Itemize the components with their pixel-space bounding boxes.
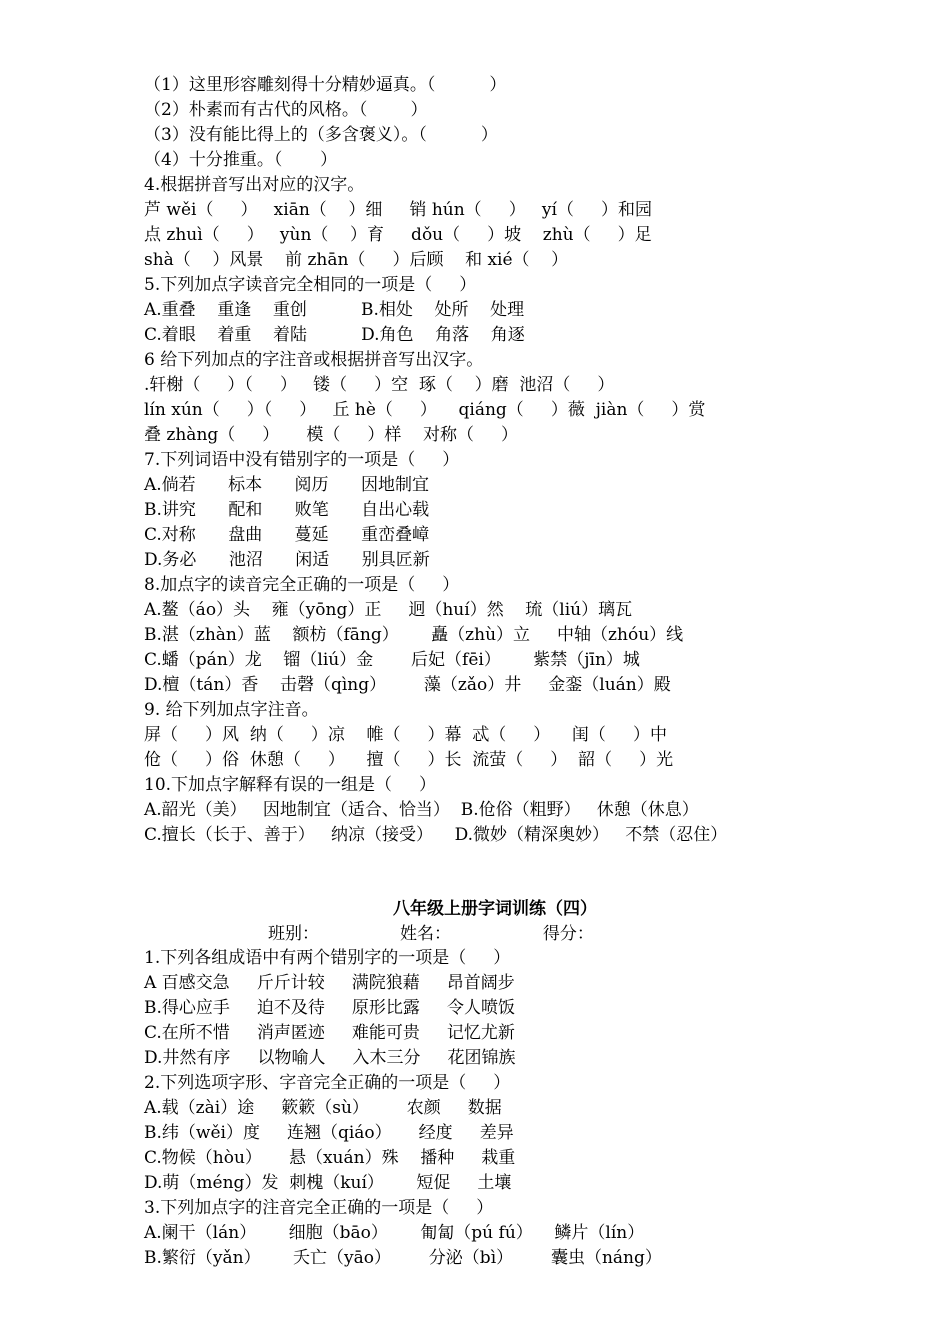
question-heading: 2.下列选项字形、字音完全正确的一项是（ ） <box>144 1073 511 1093</box>
student-info-line: 班别： 姓名： 得分： <box>268 924 594 944</box>
text-line: 叠 zhàng（ ） 模（ ）样 对称（ ） <box>144 425 518 445</box>
text-line: B.得心应手 迫不及待 原形比露 令人喷饭 <box>144 998 515 1018</box>
question-heading: 4.根据拼音写出对应的汉字。 <box>144 175 365 195</box>
text-line: D.井然有序 以物喻人 入木三分 花团锦族 <box>144 1048 516 1068</box>
question-heading: 8.加点字的读音完全正确的一项是（ ） <box>144 575 460 595</box>
question-heading: 5.下列加点字读音完全相同的一项是（ ） <box>144 275 477 295</box>
text-line: A 百感交急 斤斤计较 满院狼藉 昂首阔步 <box>144 973 515 993</box>
text-line: （2）朴素而有古代的风格。（ ） <box>144 100 428 120</box>
text-line: B.湛（zhàn）蓝 额枋（fāng） 矗（zhù）立 中轴（zhóu）线 <box>144 625 684 645</box>
text-line: C.着眼 着重 着陆 D.角色 角落 角逐 <box>144 325 525 345</box>
question-heading: 10.下加点字解释有误的一组是（ ） <box>144 775 437 795</box>
text-line: B.繁衍（yǎn） 夭亡（yāo） 分泌（bì） 囊虫（náng） <box>144 1248 662 1268</box>
text-line: C.对称 盘曲 蔓延 重峦叠嶂 <box>144 525 430 545</box>
text-line: （1）这里形容雕刻得十分精妙逼真。（ ） <box>144 75 507 95</box>
text-line: A.鳌（áo）头 雍（yōng）正 迥（huí）然 琉（liú）璃瓦 <box>144 600 633 620</box>
text-line: A.阑干（lán） 细胞（bāo） 匍匐（pú fú） 鳞片（lín） <box>144 1223 645 1243</box>
text-line: A.重叠 重逢 重创 B.相处 处所 处理 <box>144 300 525 320</box>
text-line: 点 zhuì（ ） yùn（ ）育 dǒu（ ）坡 zhù（ ）足 <box>144 225 652 245</box>
text-line: C.在所不惜 消声匿迹 难能可贵 记忆尤新 <box>144 1023 515 1043</box>
text-line: D.檀（tán）香 击磬（qìng） 藻（zǎo）井 金銮（luán）殿 <box>144 675 671 695</box>
text-line: C.擅长（长于、善于） 纳凉（接受） D.微妙（精深奥妙） 不禁（忍住） <box>144 825 728 845</box>
text-line: .轩榭（ ）（ ） 镂（ ）空 琢（ ）磨 池沼（ ） <box>144 375 615 395</box>
text-line: D.务必 池沼 闲适 别具匠新 <box>144 550 430 570</box>
question-heading: 3.下列加点字的注音完全正确的一项是（ ） <box>144 1198 494 1218</box>
question-heading: 7.下列词语中没有错别字的一项是（ ） <box>144 450 460 470</box>
worksheet-title: 八年级上册字词训练（四） <box>393 899 597 919</box>
text-line: （3）没有能比得上的（多含褒义）。（ ） <box>144 125 498 145</box>
text-line: 伧（ ）俗 休憩（ ） 擅（ ）长 流萤（ ） 韶（ ）光 <box>144 750 674 770</box>
question-heading: 6 给下列加点的字注音或根据拼音写出汉字。 <box>144 350 484 370</box>
question-heading: 1.下列各组成语中有两个错别字的一项是（ ） <box>144 948 511 968</box>
text-line: 芦 wěi（ ） xiān（ ）细 销 hún（ ） yí（ ）和园 <box>144 200 652 220</box>
text-line: B.讲究 配和 败笔 自出心载 <box>144 500 430 520</box>
text-line: 屏（ ）风 纳（ ）凉 帷（ ）幕 忒（ ） 闺（ ）中 <box>144 725 667 745</box>
question-heading: 9. 给下列加点字注音。 <box>144 700 319 720</box>
text-line: lín xún（ ）（ ） 丘 hè（ ） qiáng（ ）薇 jiàn（ ）赏 <box>144 400 706 420</box>
text-line: A.韶光（美） 因地制宜（适合、恰当） B.伧俗（粗野） 休憩（休息） <box>144 800 699 820</box>
text-line: shà（ ）风景 前 zhān（ ）后顾 和 xié（ ） <box>144 250 569 270</box>
text-line: A.载（zài）途 簌簌（sù） 农颜 数据 <box>144 1098 502 1118</box>
text-line: A.倘若 标本 阅历 因地制宜 <box>144 475 429 495</box>
text-line: C.物候（hòu） 悬（xuán）殊 播种 栽重 <box>144 1148 516 1168</box>
text-line: D.萌（méng）发 刺槐（kuí） 短促 土壤 <box>144 1173 512 1193</box>
text-line: B.纬（wěi）度 连翘（qiáo） 经度 差异 <box>144 1123 514 1143</box>
text-line: C.蟠（pán）龙 镏（liú）金 后妃（fēi） 紫禁（jīn）城 <box>144 650 640 670</box>
text-line: （4）十分推重。（ ） <box>144 150 338 170</box>
